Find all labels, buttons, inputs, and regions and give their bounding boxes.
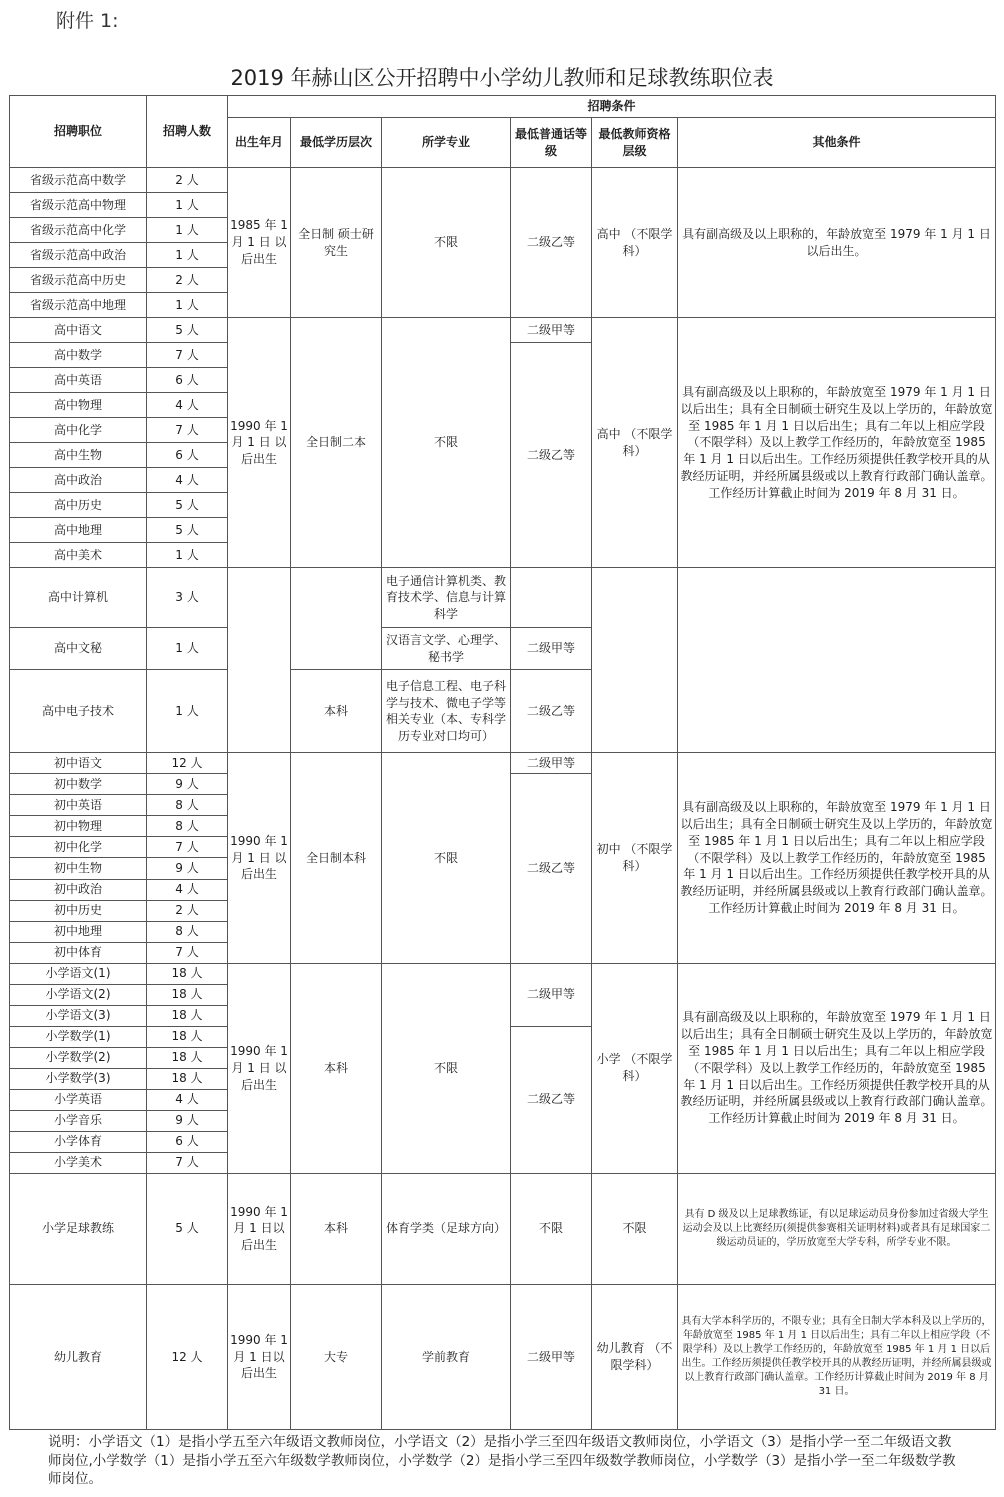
count-cell: 5 人: [147, 518, 228, 543]
mandarin-cell: 二级甲等: [511, 753, 592, 774]
header-major: 所学专业: [382, 118, 511, 168]
position-cell: 初中历史: [10, 900, 147, 921]
position-cell: 省级示范高中政治: [10, 243, 147, 268]
count-cell: 9 人: [147, 1110, 228, 1131]
cert-cell: 高中 （不限学科）: [592, 168, 678, 318]
major-cell: 电子通信计算机类、教育技术学、信息与计算科学: [382, 568, 511, 628]
position-cell: 高中计算机: [10, 568, 147, 628]
position-cell: 小学英语: [10, 1089, 147, 1110]
position-cell: 高中历史: [10, 493, 147, 518]
count-cell: 7 人: [147, 1152, 228, 1173]
table-row: [10, 963, 996, 984]
count-cell: 12 人: [147, 1284, 228, 1429]
major-cell: 体育学类（足球方向）: [382, 1173, 511, 1284]
position-cell: 高中语文: [10, 318, 147, 343]
positions-table: [9, 95, 996, 1430]
count-cell: 9 人: [147, 774, 228, 795]
other-conditions-cell: 具有副高级及以上职称的，年龄放宽至 1979 年 1 月 1 日以后出生；具有全日制硕士研究生及以上学历的，年龄放宽至 1985 年 1 月 1 日以后出生；具有二年以上相应学段（不限学科）及以上教学工作经历的，年龄放宽至 1985 年 1 月 1 日以后出生。工作经历须提供任教学校开具的从教经历证明，并经所属县级或以上教育行政部门确认盖章。工作经历计算截止时间为 2019 年 8 月 31 日。: [678, 963, 996, 1173]
position-cell: 小学语文(2): [10, 984, 147, 1005]
count-cell: 4 人: [147, 1089, 228, 1110]
header-mandarin: 最低普通话等级: [511, 118, 592, 168]
count-cell: 8 人: [147, 816, 228, 837]
education-cell: 全日制本科: [291, 753, 382, 963]
header-conditions: 招聘条件: [228, 96, 996, 118]
count-cell: 5 人: [147, 1173, 228, 1284]
mandarin-cell: 二级甲等: [511, 628, 592, 670]
position-cell: 高中电子技术: [10, 670, 147, 753]
count-cell: 2 人: [147, 900, 228, 921]
position-cell: 高中生物: [10, 443, 147, 468]
major-cell: 电子信息工程、电子科学与技术、微电子学等相关专业（本、专科学历专业对口均可）: [382, 670, 511, 753]
header-cert: 最低教师资格层级: [592, 118, 678, 168]
position-cell: 省级示范高中历史: [10, 268, 147, 293]
position-cell: 初中生物: [10, 858, 147, 879]
header-position: 招聘职位: [10, 96, 147, 168]
count-cell: 1 人: [147, 670, 228, 753]
table-row: [10, 753, 996, 774]
count-cell: 2 人: [147, 168, 228, 193]
mandarin-cell: 二级乙等: [511, 168, 592, 318]
mandarin-cell: 二级甲等: [511, 318, 592, 343]
position-cell: 省级示范高中数学: [10, 168, 147, 193]
count-cell: 2 人: [147, 268, 228, 293]
count-cell: 6 人: [147, 443, 228, 468]
major-cell: 学前教育: [382, 1284, 511, 1429]
position-cell: 小学数学(1): [10, 1026, 147, 1047]
education-cell: 本科: [291, 1173, 382, 1284]
position-cell: 小学数学(3): [10, 1068, 147, 1089]
position-cell: 小学音乐: [10, 1110, 147, 1131]
position-cell: 高中美术: [10, 543, 147, 568]
count-cell: 6 人: [147, 368, 228, 393]
header-count: 招聘人数: [147, 96, 228, 168]
mandarin-cell: 二级乙等: [511, 670, 592, 753]
other-conditions-cell: 具有副高级及以上职称的，年龄放宽至 1979 年 1 月 1 日以后出生。: [678, 168, 996, 318]
mandarin-cell: 二级乙等: [511, 343, 592, 568]
count-cell: 18 人: [147, 1047, 228, 1068]
position-cell: 初中化学: [10, 837, 147, 858]
cert-cell: 高中 （不限学科）: [592, 318, 678, 568]
birth-cell: [228, 568, 291, 753]
count-cell: 1 人: [147, 243, 228, 268]
count-cell: 7 人: [147, 837, 228, 858]
position-cell: 省级示范高中物理: [10, 193, 147, 218]
count-cell: 7 人: [147, 343, 228, 368]
position-cell: 初中体育: [10, 942, 147, 963]
position-cell: 小学美术: [10, 1152, 147, 1173]
position-cell: 高中文秘: [10, 628, 147, 670]
position-cell: 高中英语: [10, 368, 147, 393]
mandarin-cell: 二级甲等: [511, 963, 592, 1026]
major-cell: 不限: [382, 963, 511, 1173]
mandarin-cell: 二级乙等: [511, 1026, 592, 1173]
count-cell: 1 人: [147, 293, 228, 318]
table-row: [10, 1173, 996, 1284]
position-cell: 高中政治: [10, 468, 147, 493]
count-cell: 1 人: [147, 543, 228, 568]
position-cell: 小学数学(2): [10, 1047, 147, 1068]
education-cell: 本科: [291, 670, 382, 753]
count-cell: 12 人: [147, 753, 228, 774]
birth-cell: 1985 年 1 月 1 日 以后出生: [228, 168, 291, 318]
header-other: 其他条件: [678, 118, 996, 168]
count-cell: 7 人: [147, 942, 228, 963]
count-cell: 8 人: [147, 921, 228, 942]
position-cell: 幼儿教育: [10, 1284, 147, 1429]
position-cell: 高中地理: [10, 518, 147, 543]
count-cell: 7 人: [147, 418, 228, 443]
position-cell: 高中化学: [10, 418, 147, 443]
count-cell: 1 人: [147, 193, 228, 218]
table-row: [10, 168, 996, 193]
count-cell: 6 人: [147, 1131, 228, 1152]
education-cell: 全日制 硕士研究生: [291, 168, 382, 318]
position-cell: 高中物理: [10, 393, 147, 418]
count-cell: 18 人: [147, 1068, 228, 1089]
cert-cell: 幼儿教育 （不限学科）: [592, 1284, 678, 1429]
education-cell: 大专: [291, 1284, 382, 1429]
header-education: 最低学历层次: [291, 118, 382, 168]
count-cell: 4 人: [147, 393, 228, 418]
other-conditions-cell: [678, 568, 996, 753]
count-cell: 1 人: [147, 218, 228, 243]
cert-cell: 不限: [592, 1173, 678, 1284]
position-cell: 初中数学: [10, 774, 147, 795]
mandarin-cell: 二级甲等: [511, 1284, 592, 1429]
position-cell: 小学语文(3): [10, 1005, 147, 1026]
mandarin-cell: [511, 568, 592, 628]
position-cell: 初中物理: [10, 816, 147, 837]
count-cell: 4 人: [147, 468, 228, 493]
education-cell: 本科: [291, 963, 382, 1173]
major-cell: 不限: [382, 753, 511, 963]
birth-cell: 1990 年 1 月 1 日 以后出生: [228, 963, 291, 1173]
other-conditions-cell: 具有副高级及以上职称的，年龄放宽至 1979 年 1 月 1 日以后出生；具有全日制硕士研究生及以上学历的，年龄放宽至 1985 年 1 月 1 日以后出生；具有二年以上相应学段（不限学科）及以上教学工作经历的，年龄放宽至 1985 年 1 月 1 日以后出生。工作经历须提供任教学校开具的从教经历证明，并经所属县级或以上教育行政部门确认盖章。工作经历计算截止时间为 2019 年 8 月 31 日。: [678, 318, 996, 568]
cert-cell: [592, 568, 678, 753]
position-cell: 省级示范高中地理: [10, 293, 147, 318]
position-cell: 小学体育: [10, 1131, 147, 1152]
major-cell: 不限: [382, 168, 511, 318]
header-birth: 出生年月: [228, 118, 291, 168]
major-cell: 不限: [382, 318, 511, 568]
count-cell: 1 人: [147, 628, 228, 670]
count-cell: 18 人: [147, 1005, 228, 1026]
table-row: [10, 568, 996, 628]
cert-cell: 小学 （不限学科）: [592, 963, 678, 1173]
count-cell: 4 人: [147, 879, 228, 900]
page-title: 2019 年赫山区公开招聘中小学幼儿教师和足球教练职位表: [230, 66, 774, 90]
cert-cell: 初中 （不限学科）: [592, 753, 678, 963]
education-cell: [291, 568, 382, 670]
table-row: [10, 318, 996, 343]
count-cell: 18 人: [147, 1026, 228, 1047]
position-cell: 高中数学: [10, 343, 147, 368]
attachment-label: 附件 1:: [56, 10, 119, 32]
count-cell: 5 人: [147, 318, 228, 343]
birth-cell: 1990 年 1 月 1 日 以后出生: [228, 753, 291, 963]
position-cell: 小学语文(1): [10, 963, 147, 984]
table-row: [10, 1284, 996, 1429]
count-cell: 8 人: [147, 795, 228, 816]
count-cell: 9 人: [147, 858, 228, 879]
count-cell: 5 人: [147, 493, 228, 518]
position-cell: 初中英语: [10, 795, 147, 816]
position-cell: 初中语文: [10, 753, 147, 774]
other-conditions-cell: 具有副高级及以上职称的，年龄放宽至 1979 年 1 月 1 日以后出生；具有全日制硕士研究生及以上学历的，年龄放宽至 1985 年 1 月 1 日以后出生；具有二年以上相应学段（不限学科）及以上教学工作经历的，年龄放宽至 1985 年 1 月 1 日以后出生。工作经历须提供任教学校开具的从教经历证明，并经所属县级或以上教育行政部门确认盖章。工作经历计算截止时间为 2019 年 8 月 31 日。: [678, 753, 996, 963]
mandarin-cell: 不限: [511, 1173, 592, 1284]
position-cell: 省级示范高中化学: [10, 218, 147, 243]
birth-cell: 1990 年 1 月 1 日以后出生: [228, 1173, 291, 1284]
footnote: 说明：小学语文（1）是指小学五至六年级语文教师岗位，小学语文（2）是指小学三至四年级语文教师岗位，小学语文（3）是指小学一至二年级语文教师岗位,小学数学（1）是指小学五至六年级数学教师岗位，小学数学（2）是指小学三至四年级数学教师岗位，小学数学（3）是指小学一至二年级数学教师岗位。: [48, 1434, 956, 1488]
birth-cell: 1990 年 1 月 1 日 以后出生: [228, 318, 291, 568]
position-cell: 初中政治: [10, 879, 147, 900]
other-conditions-cell: 具有 D 级及以上足球教练证，有以足球运动员身份参加过省级大学生运动会及以上比赛经历(须提供参赛相关证明材料)或者具有足球国家二级运动员证的，学历放宽至大学专科，所学专业不限。: [678, 1173, 996, 1284]
major-cell: 汉语言文学、心理学、秘书学: [382, 628, 511, 670]
mandarin-cell: 二级乙等: [511, 774, 592, 963]
position-cell: 初中地理: [10, 921, 147, 942]
birth-cell: 1990 年 1 月 1 日以后出生: [228, 1284, 291, 1429]
count-cell: 3 人: [147, 568, 228, 628]
count-cell: 18 人: [147, 984, 228, 1005]
education-cell: 全日制二本: [291, 318, 382, 568]
count-cell: 18 人: [147, 963, 228, 984]
other-conditions-cell: 具有大学本科学历的，不限专业；具有全日制大学本科及以上学历的，年龄放宽至 1985 年 1 月 1 日以后出生；具有二年以上相应学段（不限学科）及以上教学工作经历的，年龄放宽至 1985 年 1 月 1 日以后出生。工作经历须提供任教学校开具的从教经历证明，并经所属县级或以上教育行政部门确认盖章。工作经历计算截止时间为 2019 年 8 月 31 日。: [678, 1284, 996, 1429]
position-cell: 小学足球教练: [10, 1173, 147, 1284]
